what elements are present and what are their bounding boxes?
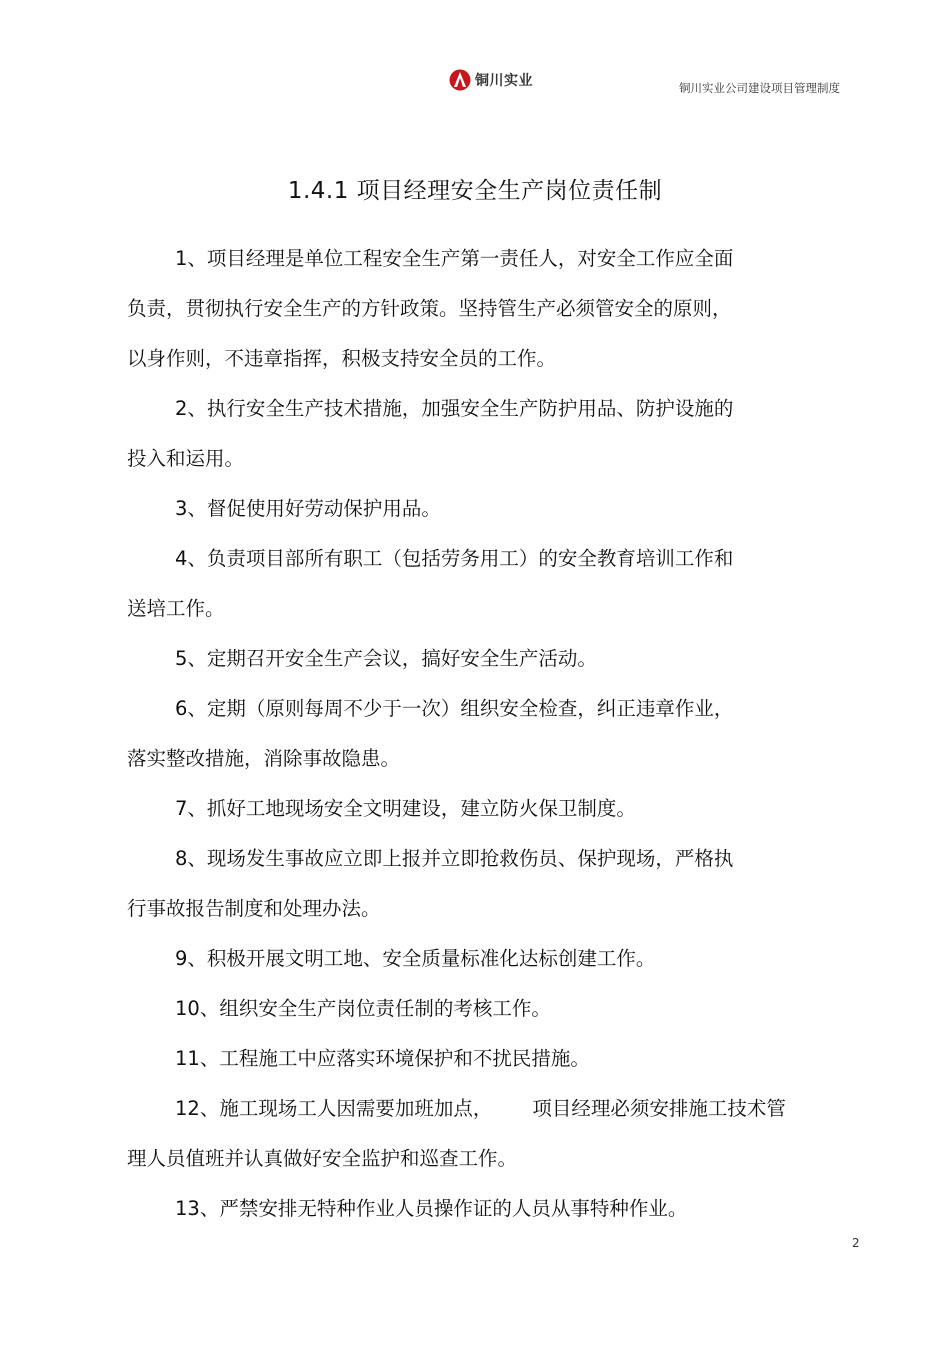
header-note: 铜川实业公司建设项目管理制度 [679, 81, 840, 95]
list-item [127, 534, 839, 634]
list-item [127, 684, 839, 784]
paragraph-line: 送培工作。 [127, 597, 225, 620]
page-title: 1.4.1 项目经理安全生产岗位责任制 [287, 178, 663, 204]
paragraph-line: 7、抓好工地现场安全文明建设，建立防火保卫制度。 [175, 797, 636, 820]
paragraph-line: 8、现场发生事故应立即上报并立即抢救伤员、保护现场，严格执 [175, 847, 734, 870]
paragraph-line: 投入和运用。 [127, 447, 245, 470]
paragraph-line-part: 12、施工现场工人因需要加班加点， [175, 1097, 493, 1120]
list-item [127, 1184, 839, 1234]
paragraph-line: 6、定期（原则每周不少于一次）组织安全检查，纠正违章作业， [175, 697, 734, 720]
paragraph-line: 13、严禁安排无特种作业人员操作证的人员从事特种作业。 [175, 1197, 688, 1220]
paragraph-line: 10、组织安全生产岗位责任制的考核工作。 [175, 997, 551, 1020]
list-item [127, 484, 839, 534]
paragraph-line: 11、工程施工中应落实环境保护和不扰民措施。 [175, 1047, 590, 1070]
paragraph-line: 9、积极开展文明工地、安全质量标准化达标创建工作。 [175, 947, 656, 970]
list-item [127, 1034, 839, 1084]
paragraph-line: 以身作则，不违章指挥，积极支持安全员的工作。 [127, 347, 557, 370]
list-item [127, 934, 839, 984]
paragraph-line: 落实整改措施，消除事故隐患。 [127, 747, 401, 770]
page-number: 2 [852, 1236, 860, 1250]
company-logo-icon [449, 69, 471, 91]
paragraph-line: 理人员值班并认真做好安全监护和巡查工作。 [127, 1147, 518, 1170]
list-item [127, 834, 839, 934]
list-item [127, 984, 839, 1034]
paragraph-line: 行事故报告制度和处理办法。 [127, 897, 381, 920]
list-item [127, 384, 839, 484]
paragraph-line: 3、督促使用好劳动保护用品。 [175, 497, 441, 520]
paragraph-line: 5、定期召开安全生产会议，搞好安全生产活动。 [175, 647, 597, 670]
paragraph-line-part: 项目经理必须安排施工技术管 [532, 1097, 786, 1120]
paragraph-line: 2、执行安全生产技术措施，加强安全生产防护用品、防护设施的 [175, 397, 734, 420]
company-logo [449, 68, 533, 92]
list-item [127, 234, 839, 384]
list-item [127, 1084, 839, 1184]
paragraph-line: 1、项目经理是单位工程安全生产第一责任人，对安全工作应全面 [175, 247, 734, 270]
list-item [127, 634, 839, 684]
logo-text: 铜川实业 [475, 73, 533, 89]
paragraph-line: 4、负责项目部所有职工（包括劳务用工）的安全教育培训工作和 [175, 547, 734, 570]
paragraph-line [127, 1084, 839, 1134]
list-item [127, 784, 839, 834]
paragraph-line: 负责，贯彻执行安全生产的方针政策。坚持管生产必须管安全的原则， [127, 297, 732, 320]
